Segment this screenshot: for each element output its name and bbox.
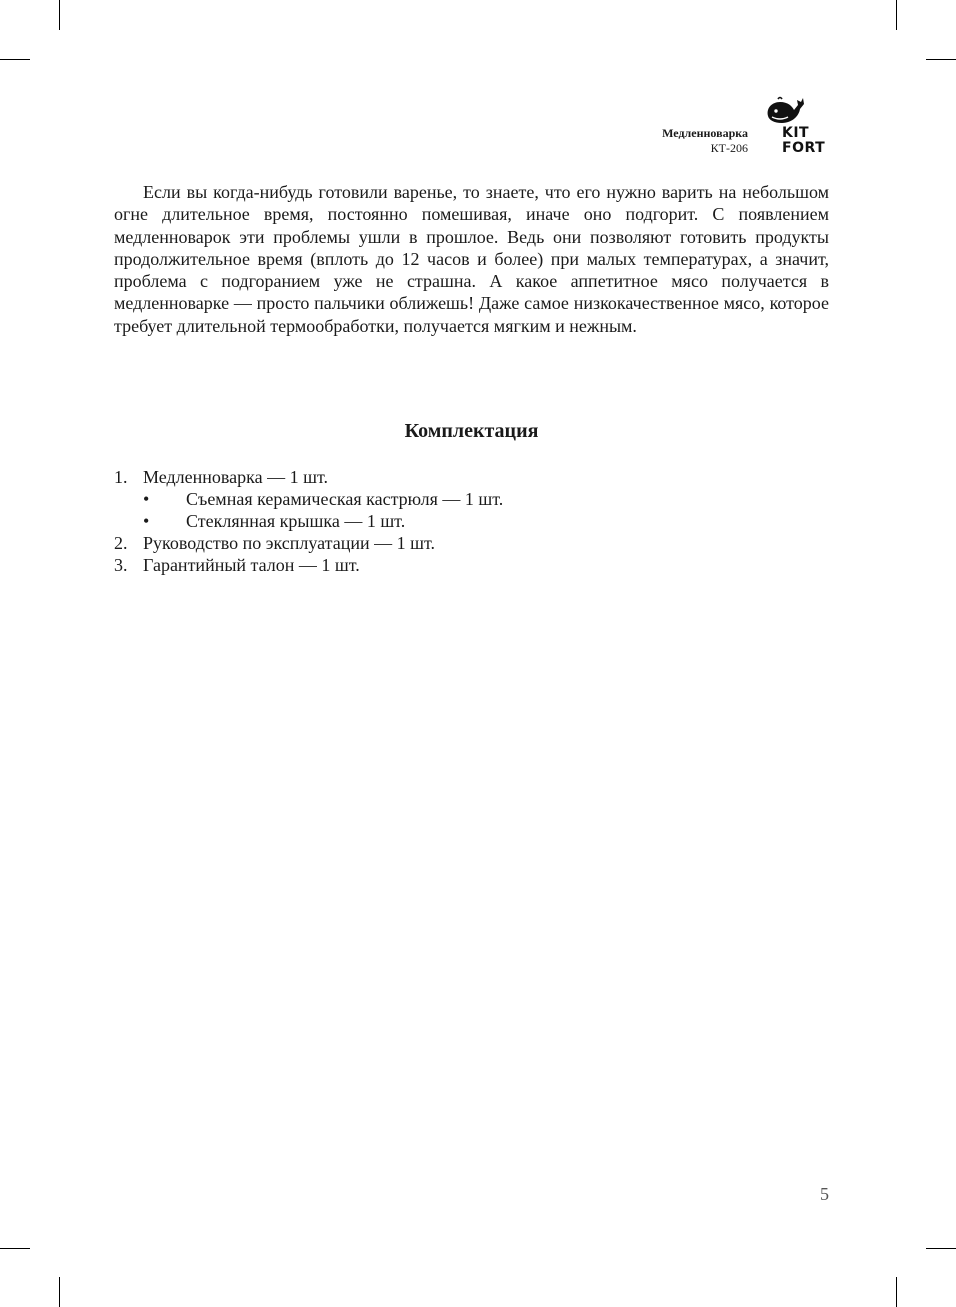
list-item-text: Медленноварка — 1 шт.	[143, 467, 329, 487]
section-title: Комплектация	[404, 420, 539, 442]
brand-wordmark	[782, 126, 825, 156]
bullet-icon: •	[143, 511, 150, 531]
list-item-text: Гарантийный талон — 1 шт.	[143, 555, 360, 575]
intro-paragraph: Если вы когда-нибудь готовили варенье, то знаете, что его нужно варить на небольшом огне длительное время, постоянно помешивая, иначе оно подгорит. С появлением медленноварок эти проблемы ушли в прошлое. Ведь они позволяют готовить продукты продолжительное время (вплоть до 12 часов и более) при малых температурах, а значит, проблема с подгоранием уже не страшна. А какое аппетитное мясо получается в медленноварке — просто пальчики оближешь! Даже самое низкокачественное мясо, которое требует длительной термообработки, получается мягким и нежным.	[114, 182, 829, 336]
list-item-number: 3.	[114, 555, 128, 575]
crop-mark-bottom-right	[896, 1277, 897, 1307]
list-item-number: 1.	[114, 467, 128, 487]
crop-mark-bottom-left	[59, 1277, 60, 1307]
list-item-number: 2.	[114, 533, 128, 553]
list-item-text: Руководство по эксплуатации — 1 шт.	[143, 533, 435, 553]
brand-logo	[762, 96, 832, 158]
sub-list-item-text: Стеклянная крышка — 1 шт.	[186, 511, 406, 531]
list-item	[114, 466, 829, 488]
running-header	[662, 126, 748, 156]
sub-list-item	[114, 488, 829, 510]
crop-mark-top-right	[896, 0, 897, 30]
list-item	[114, 554, 829, 576]
sub-list-item-text: Съемная керамическая кастрюля — 1 шт.	[186, 489, 504, 509]
crop-mark-right-bottom	[926, 1248, 956, 1249]
crop-mark-top-left	[59, 0, 60, 30]
crop-mark-right-top	[926, 59, 956, 60]
page-number: 5	[820, 1184, 829, 1204]
sub-list-item	[114, 510, 829, 532]
header-product-name: Медленноварка	[662, 126, 748, 140]
contents-list	[114, 466, 829, 576]
crop-mark-left-bottom	[0, 1248, 30, 1249]
brand-line-1: KIT	[782, 125, 810, 141]
header-model-number: КТ-206	[710, 141, 748, 155]
bullet-icon: •	[143, 489, 150, 509]
whale-icon	[764, 96, 806, 126]
list-item	[114, 532, 829, 554]
brand-line-2: FORT	[782, 140, 826, 156]
crop-mark-left-top	[0, 59, 30, 60]
